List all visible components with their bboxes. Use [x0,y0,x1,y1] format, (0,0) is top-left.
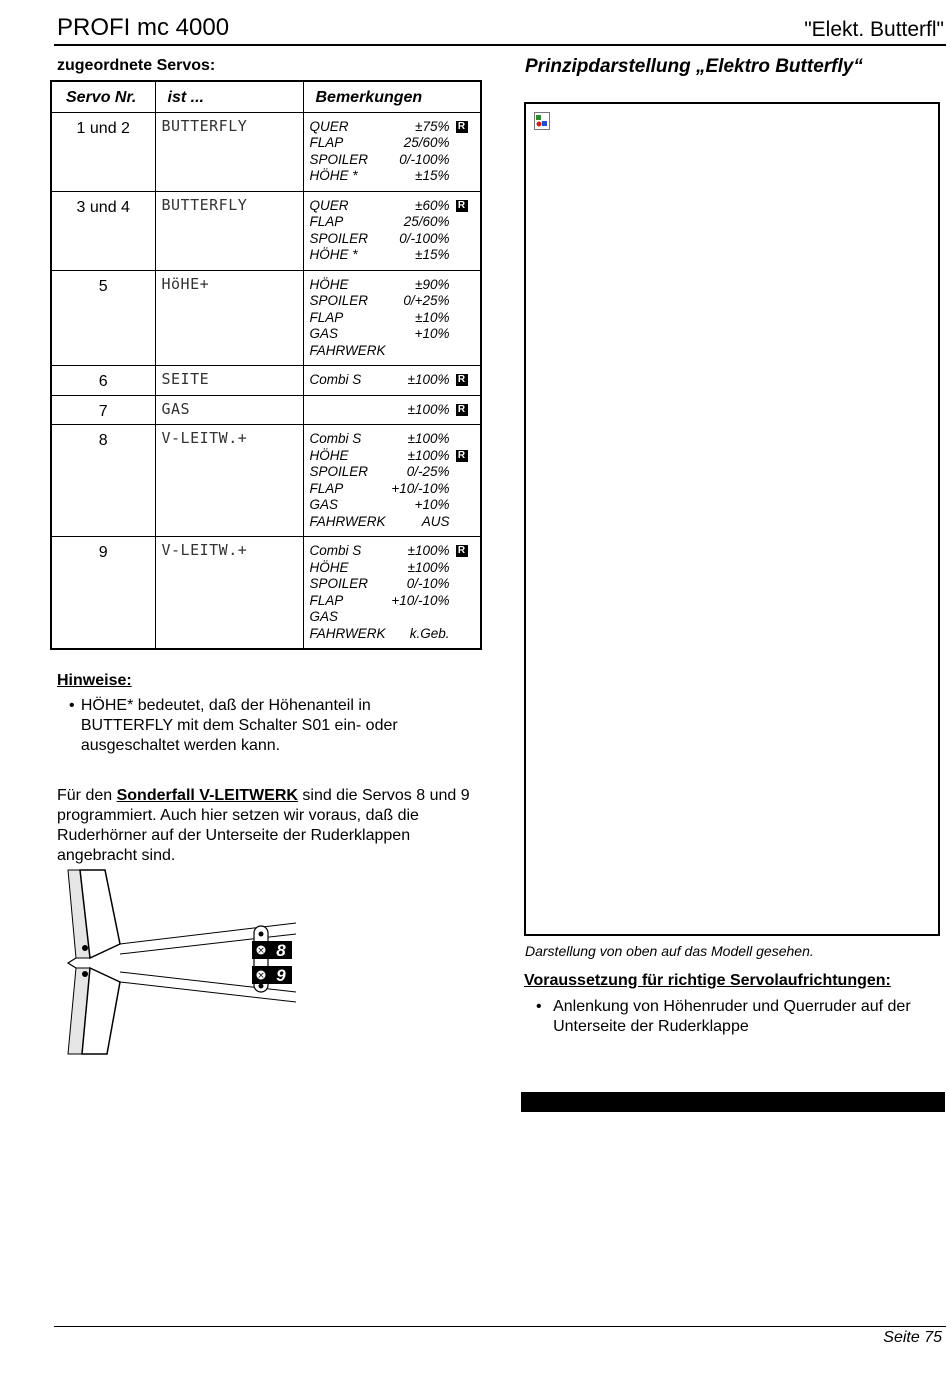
footer-rule [54,1326,946,1327]
remark-name: FAHRWERK [309,342,386,358]
remark-line [310,326,481,343]
servo-8-label: 8 [276,941,286,960]
table-row [51,270,481,366]
reverse-badge-icon: R [456,374,468,386]
remark-line [310,543,481,560]
reverse-badge-icon: R [456,121,468,133]
reverse-badge-icon: R [456,545,468,557]
black-bar [521,1092,945,1112]
remark-value: AUS [421,513,450,529]
principle-image-frame [524,102,940,936]
broken-image-glyph [535,113,549,129]
remark-value: ±15% [415,247,450,262]
remark-line [310,231,481,248]
fuselage-tip [68,958,76,968]
remark-name: HÖHE * [309,168,358,183]
remark-line [310,310,481,327]
remark-name: FAHRWERK [309,513,386,529]
servo-table-body [51,112,481,649]
remark-line [310,343,481,360]
servos-heading: zugeordnete Servos: [57,57,216,74]
paragraph-text-post: sind die Servos 8 und 9 programmiert. Auch hier setzen wir voraus, daß die Ruderhörner auf der Unterseite der Ruderklappen angebracht sind. [57,787,470,864]
remark-value: k.Geb. [409,625,450,641]
remark-value: ±100% [407,401,450,417]
header-rule [54,44,946,46]
column-header-ist: ist ... [155,81,303,112]
remark-name: QUER [309,118,349,134]
remark-name: SPOILER [309,230,369,246]
remark-name: FLAP [309,135,344,150]
remarks-cell [303,270,481,366]
remark-line [310,431,481,448]
remarks-cell [303,395,481,425]
remark-name: SPOILER [309,151,369,167]
table-row [51,537,481,650]
remark-name: HÖHE * [309,247,358,262]
remark-value [390,609,450,626]
remark-value: ±100% [407,447,450,463]
horn-dot [82,971,88,977]
remark-value: +10/-10% [391,592,450,608]
remark-line [310,119,481,136]
remark-line [310,609,481,626]
horn-dot [82,945,88,951]
remark-name: SPOILER [309,464,369,479]
reverse-badge-icon: R [456,450,468,462]
servo-table [50,80,482,650]
servo-nr-cell: 9 [51,537,155,650]
remark-value: ±10% [415,309,450,325]
servo-function-cell: BUTTERFLY [155,191,303,270]
remark-value: +10% [414,497,450,512]
remark-name: HÖHE [309,447,349,463]
section-title: "Elekt. Butterfl" [804,18,944,41]
remark-line [310,464,481,481]
remarks-cell [303,366,481,396]
remark-value: +10% [414,326,450,341]
remark-line [310,198,481,215]
remark-line [310,402,481,419]
hints-list [57,696,467,756]
remark-name: FLAP [309,309,344,325]
broken-image-icon [534,112,550,130]
remark-value: ±100% [407,559,450,575]
remark-value: 0/-100% [399,151,450,167]
remark-line [310,247,481,264]
prerequisite-title: Voraussetzung für richtige Servolaufrichtungen: [524,972,891,989]
hints-title: Hinweise: [57,672,132,689]
remark-value [390,343,450,360]
list-item [524,997,934,1037]
remarks-cell [303,191,481,270]
table-row [51,191,481,270]
remark-value: ±75% [415,118,450,134]
remark-line [310,372,481,389]
reverse-badge-icon: R [456,404,468,416]
remarks-cell [303,112,481,191]
servo-function-cell: HöHE+ [155,270,303,366]
remark-name: FLAP [309,480,344,496]
servo-9-label: 9 [276,966,286,985]
table-row [51,366,481,396]
page-number: Seite 75 [883,1329,942,1346]
paragraph-text-pre: Für den [57,787,117,804]
servo-function-cell: GAS [155,395,303,425]
remark-line [310,626,481,643]
pushrod-line [120,982,296,1002]
remark-line [310,514,481,531]
servo-nr-cell: 3 und 4 [51,191,155,270]
remark-value: 25/60% [403,135,450,150]
remarks-cell [303,537,481,650]
remark-name [310,402,390,419]
remark-value: 0/+25% [403,293,450,308]
remark-value: 25/60% [403,214,450,229]
remark-line [310,576,481,593]
remark-value: +10/-10% [391,480,450,496]
image-caption: Darstellung von oben auf das Modell gesehen. [525,943,814,959]
remark-name: GAS [309,326,339,341]
remark-name: FLAP [309,214,344,229]
remark-value: 0/-100% [399,230,450,246]
remark-line [310,560,481,577]
remark-name: FAHRWERK [309,625,386,641]
remark-value: ±90% [415,276,450,292]
remark-value: ±100% [407,372,450,387]
prerequisite-list [524,997,934,1037]
remark-line [310,293,481,310]
table-row [51,395,481,425]
remark-value: ±100% [407,431,450,446]
remark-name: Combi S [309,431,362,446]
table-header-row [51,81,481,112]
paragraph-emphasis: Sonderfall V-LEITWERK [116,787,298,804]
bullet-icon: • [69,697,75,714]
servo-function-cell: BUTTERFLY [155,112,303,191]
list-item [57,696,467,756]
remark-name: HÖHE [309,276,349,292]
remark-line [310,277,481,294]
servo-nr-cell: 5 [51,270,155,366]
remark-value: ±100% [407,543,450,558]
servo-function-cell: SEITE [155,366,303,396]
servo-icon-glyph: × [257,971,265,981]
servo-nr-cell: 7 [51,395,155,425]
remark-line [310,168,481,185]
servo-function-cell: V-LEITW.+ [155,537,303,650]
servo-function-cell: V-LEITW.+ [155,425,303,537]
bullet-icon: • [536,998,542,1015]
remarks-cell [303,425,481,537]
servo-nr-cell: 1 und 2 [51,112,155,191]
remark-value: 0/-10% [406,576,450,591]
remark-name: Combi S [309,372,362,387]
servo-icon-glyph: × [257,946,265,956]
remark-line [310,448,481,465]
servo-arm-hole [259,984,264,989]
column-header-servo-nr: Servo Nr. [51,81,155,112]
remark-name: FLAP [309,592,344,608]
remark-value: 0/-25% [406,464,450,479]
remark-line [310,593,481,610]
remark-value: ±15% [415,168,450,183]
remark-line [310,152,481,169]
prerequisite-text: Anlenkung von Höhenruder und Querruder auf der Unterseite der Ruderklappe [553,998,911,1035]
remark-name: HÖHE [309,559,349,575]
pushrod-line [120,923,296,944]
remark-line [310,135,481,152]
servo-nr-cell: 8 [51,425,155,537]
remark-name: QUER [309,197,349,213]
remark-value: ±60% [415,197,450,213]
table-row [51,425,481,537]
reverse-badge-icon: R [456,200,468,212]
table-row [51,112,481,191]
remark-line [310,214,481,231]
hint-text: HÖHE* bedeutet, daß der Höhenanteil in BUTTERFLY mit dem Schalter S01 ein- oder ausgeschaltet werden kann. [80,697,398,754]
servo-nr-cell: 6 [51,366,155,396]
remark-name: SPOILER [309,293,369,308]
remark-line [310,497,481,514]
remark-name: GAS [309,609,339,624]
remark-name: Combi S [309,543,362,558]
principle-heading: Prinzipdarstellung „Elektro Butterfly“ [525,56,863,77]
servo-arm-hole [259,932,264,937]
column-header-remarks: Bemerkungen [303,81,481,112]
remark-name: GAS [309,497,339,512]
v-tail-paragraph [57,786,477,866]
remark-name: SPOILER [309,576,369,591]
document-title: PROFI mc 4000 [57,14,230,41]
v-tail-diagram [60,868,300,1058]
remark-line [310,481,481,498]
